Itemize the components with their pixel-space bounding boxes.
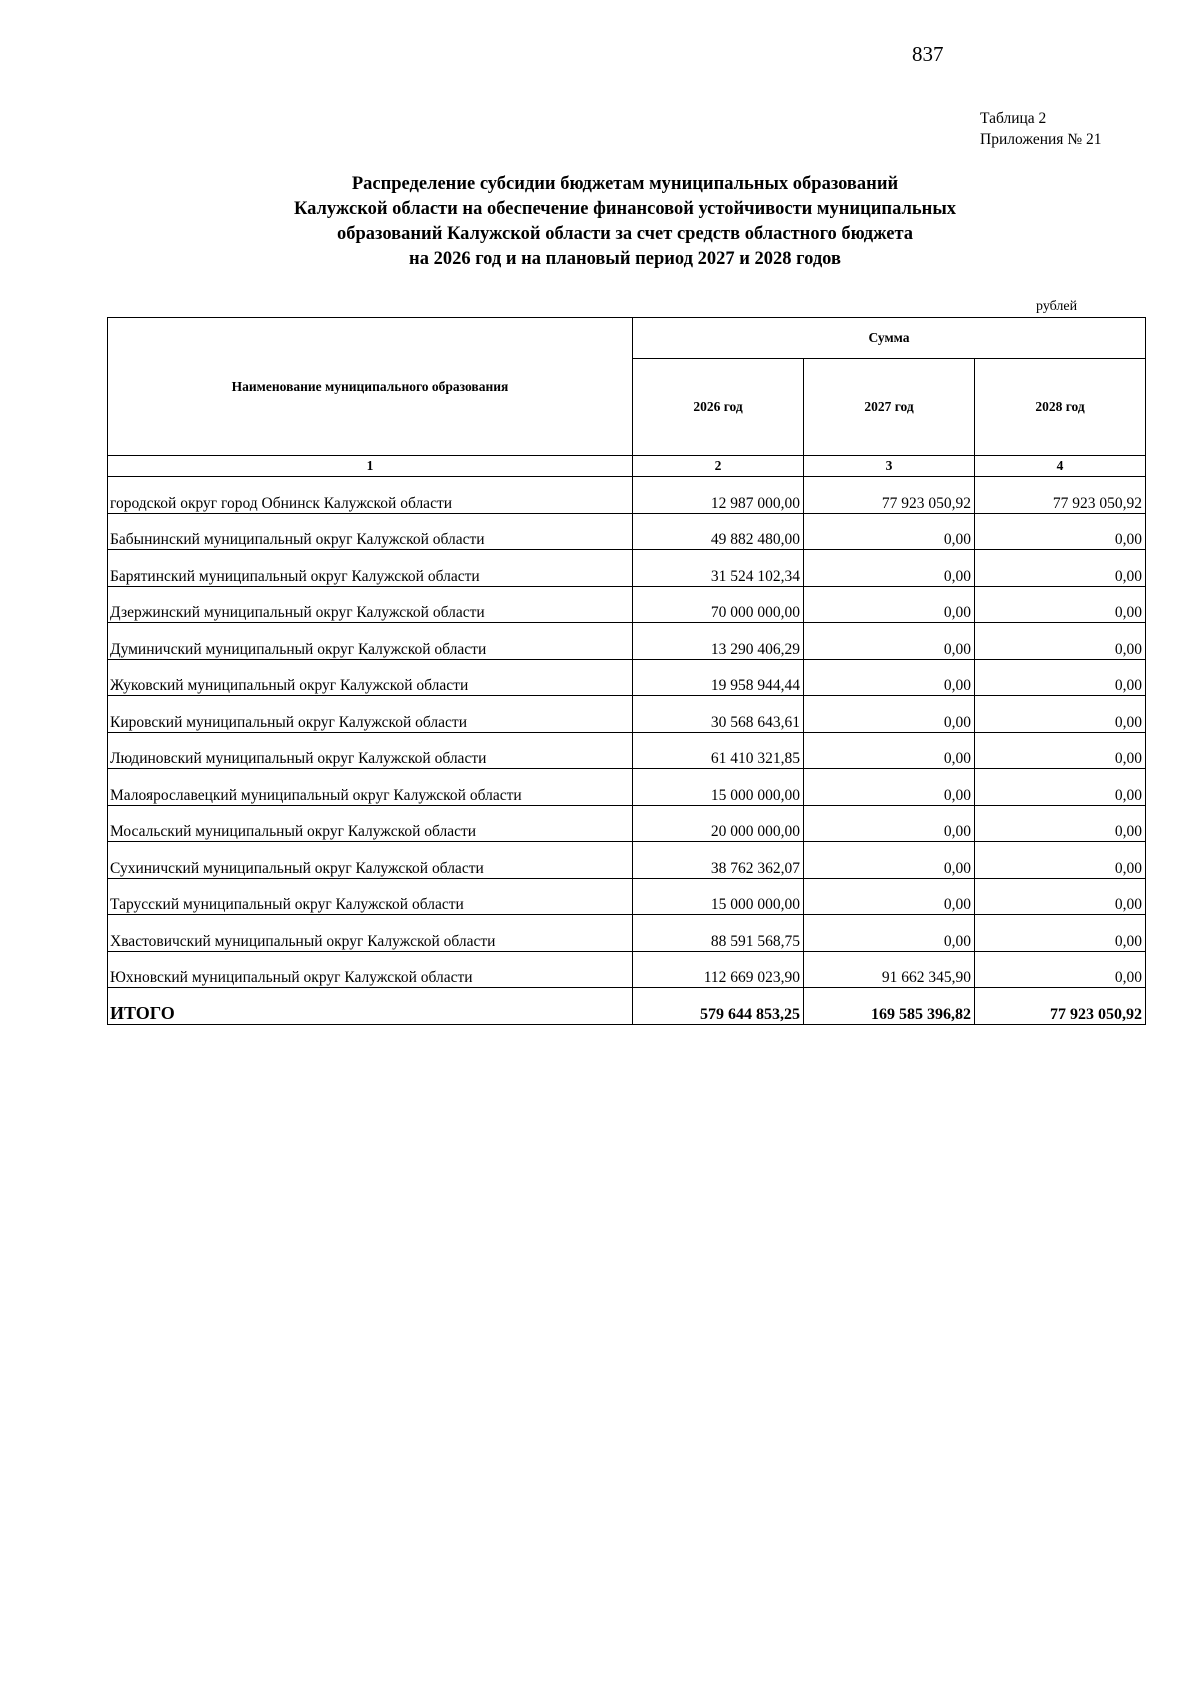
page-number: 837 xyxy=(912,42,944,66)
subsidy-table xyxy=(107,317,1146,1025)
amount-2027: 0,00 xyxy=(804,769,975,806)
amount-2028: 0,00 xyxy=(975,915,1146,952)
table-row xyxy=(108,878,1146,915)
municipality-name: Кировский муниципальный округ Калужской области xyxy=(108,696,633,733)
year-2027-header: 2027 год xyxy=(804,359,975,456)
total-2027: 169 585 396,82 xyxy=(804,988,975,1025)
amount-2026: 19 958 944,44 xyxy=(633,659,804,696)
total-2028: 77 923 050,92 xyxy=(975,988,1146,1025)
amount-2026: 13 290 406,29 xyxy=(633,623,804,660)
amount-2026: 20 000 000,00 xyxy=(633,805,804,842)
municipality-name: Думиничский муниципальный округ Калужской области xyxy=(108,623,633,660)
amount-2028: 0,00 xyxy=(975,586,1146,623)
municipality-name: Людиновский муниципальный округ Калужской области xyxy=(108,732,633,769)
municipality-name: Дзержинский муниципальный округ Калужской области xyxy=(108,586,633,623)
total-2026: 579 644 853,25 xyxy=(633,988,804,1025)
total-label: ИТОГО xyxy=(108,988,633,1025)
table-row xyxy=(108,769,1146,806)
amount-2026: 38 762 362,07 xyxy=(633,842,804,879)
municipality-name: Юхновский муниципальный округ Калужской области xyxy=(108,951,633,988)
amount-2028: 0,00 xyxy=(975,769,1146,806)
table-row xyxy=(108,623,1146,660)
table-row xyxy=(108,915,1146,952)
municipality-name: Барятинский муниципальный округ Калужской области xyxy=(108,550,633,587)
amount-2028: 0,00 xyxy=(975,696,1146,733)
table-row xyxy=(108,951,1146,988)
amount-2028: 0,00 xyxy=(975,732,1146,769)
municipality-name: Хвастовичский муниципальный округ Калужской области xyxy=(108,915,633,952)
municipality-name: Жуковский муниципальный округ Калужской области xyxy=(108,659,633,696)
column-number: 1 xyxy=(108,456,633,477)
amount-2027: 91 662 345,90 xyxy=(804,951,975,988)
amount-2027: 0,00 xyxy=(804,842,975,879)
column-number: 3 xyxy=(804,456,975,477)
table-body xyxy=(108,477,1146,988)
amount-2026: 31 524 102,34 xyxy=(633,550,804,587)
title-line: на 2026 год и на плановый период 2027 и 2028 годов xyxy=(409,249,841,269)
table-row xyxy=(108,513,1146,550)
title-line: Калужской области на обеспечение финансовой устойчивости муниципальных xyxy=(293,199,957,219)
municipality-name: Малоярославецкий муниципальный округ Калужской области xyxy=(108,769,633,806)
column-number: 4 xyxy=(975,456,1146,477)
amount-2027: 0,00 xyxy=(804,915,975,952)
annex-reference xyxy=(980,108,1101,150)
amount-2027: 77 923 050,92 xyxy=(804,477,975,514)
table-row xyxy=(108,550,1146,587)
amount-2027: 0,00 xyxy=(804,550,975,587)
title-line: образований Калужской области за счет средств областного бюджета xyxy=(336,224,914,244)
amount-2028: 0,00 xyxy=(975,878,1146,915)
amount-2027: 0,00 xyxy=(804,732,975,769)
amount-2026: 112 669 023,90 xyxy=(633,951,804,988)
annex-appendix-label: Приложения № 21 xyxy=(980,131,1102,148)
amount-2026: 49 882 480,00 xyxy=(633,513,804,550)
table-row xyxy=(108,805,1146,842)
municipality-column-header: Наименование муниципального образования xyxy=(108,318,633,456)
amount-2026: 61 410 321,85 xyxy=(633,732,804,769)
amount-2026: 70 000 000,00 xyxy=(633,586,804,623)
amount-2026: 30 568 643,61 xyxy=(633,696,804,733)
table-row xyxy=(108,477,1146,514)
amount-2026: 15 000 000,00 xyxy=(633,878,804,915)
amount-2026: 88 591 568,75 xyxy=(633,915,804,952)
amount-2028: 77 923 050,92 xyxy=(975,477,1146,514)
amount-2027: 0,00 xyxy=(804,659,975,696)
amount-2028: 0,00 xyxy=(975,805,1146,842)
municipality-name: Мосальский муниципальный округ Калужской области xyxy=(108,805,633,842)
year-2026-header: 2026 год xyxy=(633,359,804,456)
table-row xyxy=(108,696,1146,733)
municipality-name: Бабынинский муниципальный округ Калужской области xyxy=(108,513,633,550)
amount-2027: 0,00 xyxy=(804,696,975,733)
amount-2027: 0,00 xyxy=(804,586,975,623)
amount-2028: 0,00 xyxy=(975,951,1146,988)
amount-2026: 15 000 000,00 xyxy=(633,769,804,806)
municipality-name: городской округ город Обнинск Калужской области xyxy=(108,477,633,514)
municipality-name: Сухиничский муниципальный округ Калужской области xyxy=(108,842,633,879)
title-line: Распределение субсидии бюджетам муниципальных образований xyxy=(351,174,899,194)
amount-2028: 0,00 xyxy=(975,623,1146,660)
column-number: 2 xyxy=(633,456,804,477)
table-row xyxy=(108,659,1146,696)
amount-2027: 0,00 xyxy=(804,623,975,660)
amount-2027: 0,00 xyxy=(804,513,975,550)
year-2028-header: 2028 год xyxy=(975,359,1146,456)
amount-2028: 0,00 xyxy=(975,513,1146,550)
document-title xyxy=(160,172,1090,272)
table-row xyxy=(108,586,1146,623)
amount-2027: 0,00 xyxy=(804,805,975,842)
municipality-name: Тарусский муниципальный округ Калужской области xyxy=(108,878,633,915)
amount-2028: 0,00 xyxy=(975,550,1146,587)
annex-table-label: Таблица 2 xyxy=(980,110,1047,127)
amount-2026: 12 987 000,00 xyxy=(633,477,804,514)
amount-2027: 0,00 xyxy=(804,878,975,915)
units-label: рублей xyxy=(1036,299,1078,314)
amount-2028: 0,00 xyxy=(975,842,1146,879)
table-row xyxy=(108,842,1146,879)
amount-2028: 0,00 xyxy=(975,659,1146,696)
total-row xyxy=(108,988,1146,1025)
table-row xyxy=(108,732,1146,769)
sum-column-header: Сумма xyxy=(633,318,1146,359)
